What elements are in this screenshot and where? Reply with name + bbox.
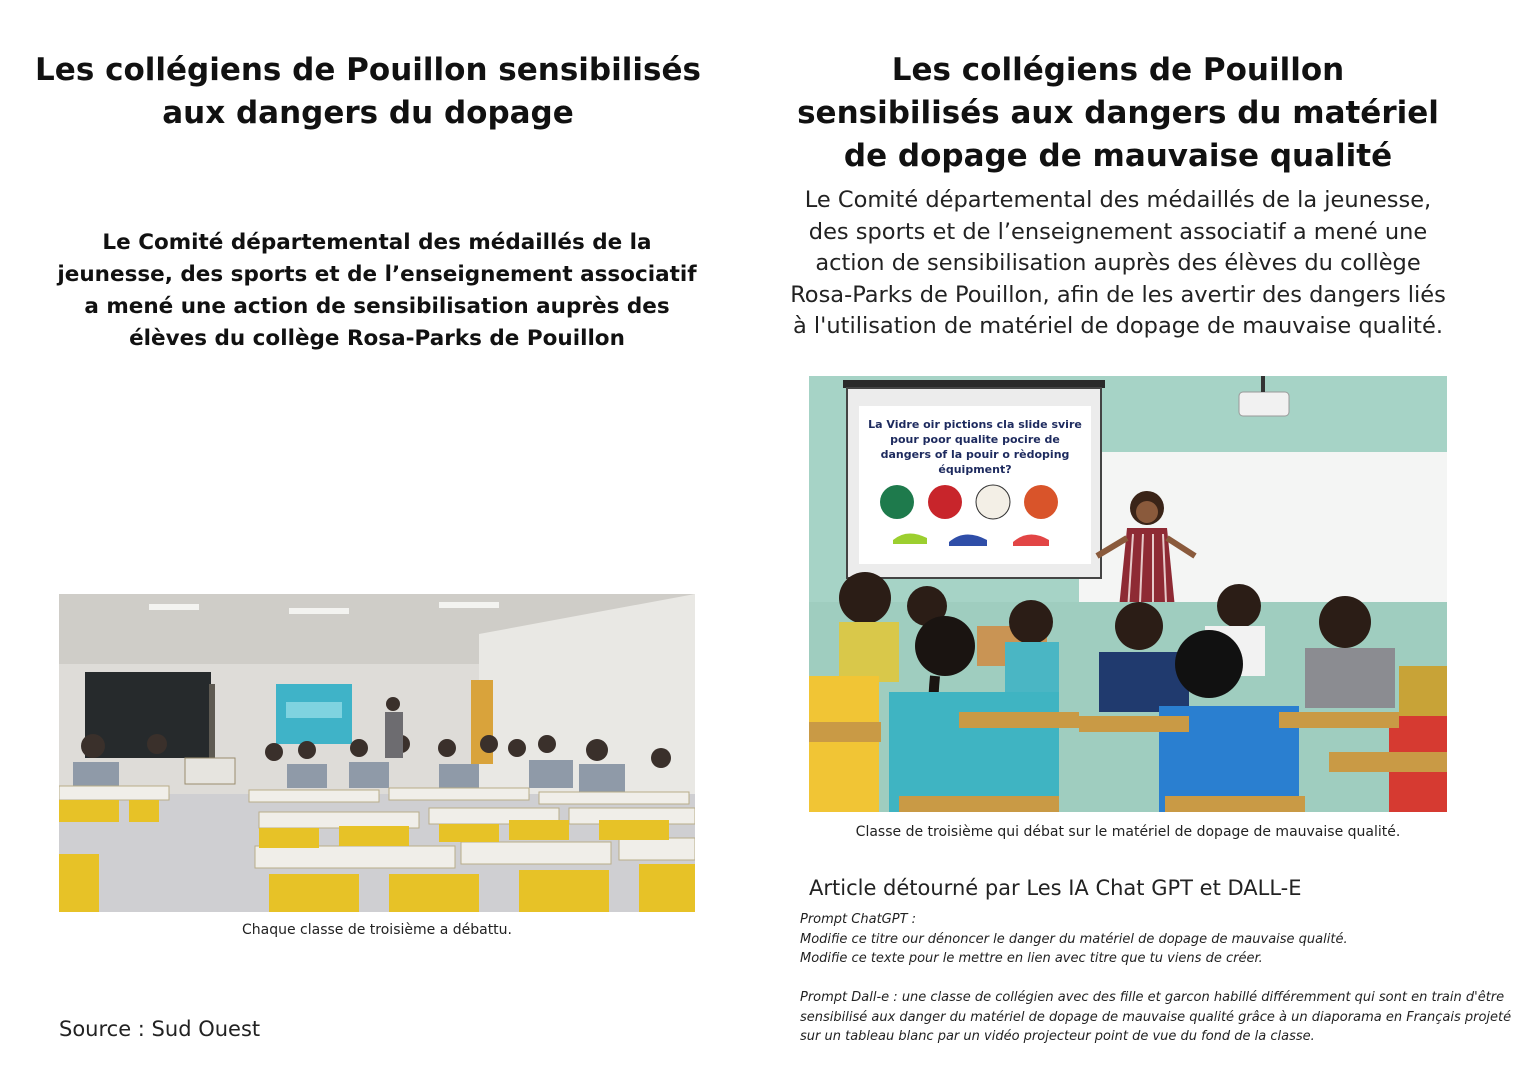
right-generated-classroom-image [809, 376, 1447, 812]
right-image-caption: Classe de troisième qui débat sur le matériel de dopage de mauvaise qualité. [855, 824, 1401, 840]
left-article-lead: Le Comité départemental des médaillés de la jeunesse, des sports et de l’enseignement associatif a mené une action de sensibilisation auprès des élèves du collège Rosa-Parks de Pouillon [57, 230, 697, 351]
left-article-title: Les collégiens de Pouillon sensibilisés aux dangers du dopage [35, 52, 701, 131]
prompt-chatgpt-label: Prompt ChatGPT : [800, 912, 917, 927]
prompt-dalle: Prompt Dall-e : une classe de collégien avec des fille et garcon habillé différemment qui sont en train d'être sensibilisé aux danger du matériel de dopage de mauvaise qualité grâce à un diaporama en Français projeté sur un tableau blanc par un vidéo projecteur point de vue du fond de la classe. [800, 990, 1512, 1044]
ai-credit-line: Article détourné par Les IA Chat GPT et DALL-E [809, 876, 1302, 900]
left-photo-caption: Chaque classe de troisième a débattu. [241, 922, 512, 938]
prompt-chatgpt-line-2: Modifie ce texte pour le mettre en lien avec titre que tu viens de créer. [800, 951, 1263, 966]
right-article-lead: Le Comité départemental des médaillés de la jeunesse, des sports et de l’enseignement associatif a mené une action de sensibilisation auprès des élèves du collège Rosa-Parks de Pouillon, afin de les avertir des dangers liés à l'utilisation de matériel de dopage de mauvaise qualité. [790, 187, 1446, 339]
slide-text-line-4: équipment? [938, 463, 1012, 476]
slide-text-line-1: La Vidre oir pictions cla slide svire [868, 418, 1082, 431]
source-credit: Source : Sud Ouest [59, 1017, 261, 1041]
left-classroom-photo [59, 594, 695, 912]
slide-text-line-2: pour poor qualite pocire de [890, 433, 1060, 446]
slide-text-line-3: dangers of la pouir o rèdoping [880, 448, 1070, 461]
prompts-block [800, 910, 1512, 1047]
right-article-title: Les collégiens de Pouillon sensibilisés aux dangers du matériel de dopage de mauvaise qualité [797, 52, 1439, 174]
prompt-chatgpt-line-1: Modifie ce titre our dénoncer le danger du matériel de dopage de mauvaise qualité. [800, 931, 1348, 947]
